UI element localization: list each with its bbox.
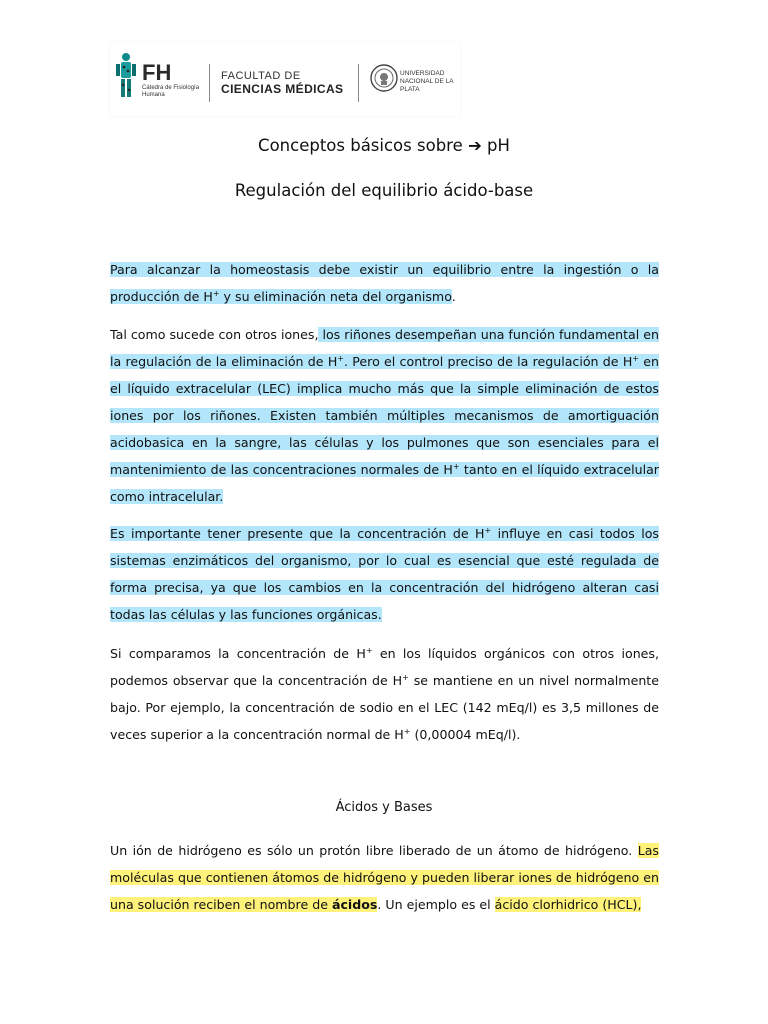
paragraph-1: Para alcanzar la homeostasis debe existir un equilibrio entre la ingestión o la producción de H+ y su eliminación neta del organismo. [110, 262, 659, 304]
fh-figure-logo-icon [114, 52, 138, 100]
paragraph-4: Si comparamos la concentración de H+ en los líquidos orgánicos con otros iones, podemos observar que la concentración de H+ se mantiene en un nivel normalmente bajo. Por ejemplo, la concentración de sodio en el LEC (142 mEq/l) es 3,5 millones de veces superior a la concentración normal de H+ (0,00004 mEq/l). [110, 645, 659, 742]
highlighted-text: ácido clorhidrico (HCL), [494, 897, 642, 912]
highlighted-text: Las moléculas que contienen átomos de hidrógeno y pueden liberar iones de hidrógeno en una solución reciben el nombre de ácidos [110, 843, 659, 912]
paragraph-2: Tal como sucede con otros iones, los riñones desempeñan una función fundamental en la regulación de la eliminación de H+. Pero el control preciso de la regulación de H+ en el líquido extracelular (LEC) implica mucho más que la simple eliminación de estos iones por los riñones. Existen también múltiples mecanismos de amortiguación acidobasica en la sangre, las células y los pulmones que son esenciales para el mantenimiento de las concentraciones normales de H+ tanto en el líquido extracelular como intracelular. [110, 327, 660, 504]
highlighted-text: los riñones desempeñan una función fundamental en la regulación de la eliminación de H+. Pero el control preciso de la regulación de H+ en el líquido extracelular (LEC) implica mucho más que la simple eliminación de estos iones por los riñones. Existen también múltiples mecanismos de amortiguación acidobasica en la sangre, las células y los pulmones que son esenciales para el mantenimiento de las concentraciones normales de H+ [110, 327, 660, 477]
faculty-line-2: CIENCIAS MÉDICAS [221, 82, 344, 96]
section-heading: Ácidos y Bases [335, 800, 433, 815]
paragraph-3 [110, 520, 659, 628]
highlighted-text: Para alcanzar la homeostasis debe existir un equilibrio entre la ingestión o la producción de H+ y su eliminación neta del organismo [110, 262, 659, 304]
fh-logo-subtitle: Cátedra de Fisiología Humana [142, 85, 200, 98]
fh-logo-text: FH [142, 60, 172, 85]
faculty-line-1: FACULTAD DE [221, 70, 301, 82]
paragraph-5: Un ión de hidrógeno es sólo un protón libre liberado de un átomo de hidrógeno. Las moléculas que contienen átomos de hidrógeno y pueden liberar iones de hidrógeno en una solución reciben el nombre de ácidos. Un ejemplo es el ácido clorhidrico (HCL), [110, 843, 659, 912]
document-header-logos [110, 42, 460, 116]
university-seal-icon [370, 64, 398, 92]
header-divider [209, 64, 210, 102]
document-subtitle: Regulación del equilibrio ácido-base [234, 181, 534, 200]
document-title: Conceptos básicos sobre ➔ pH [258, 136, 510, 155]
university-name: UNIVERSIDAD NACIONAL DE LA PLATA [400, 70, 454, 93]
header-divider [358, 64, 359, 102]
highlighted-text: Es importante tener presente que la concentración de H+ influye en casi todos los sistemas enzimáticos del organismo, por lo cual es esencial que esté regulada de forma precisa, ya que los cambios en la concentración del hidrógeno alteran casi todas las células y las funciones orgánicas. [110, 525, 659, 622]
